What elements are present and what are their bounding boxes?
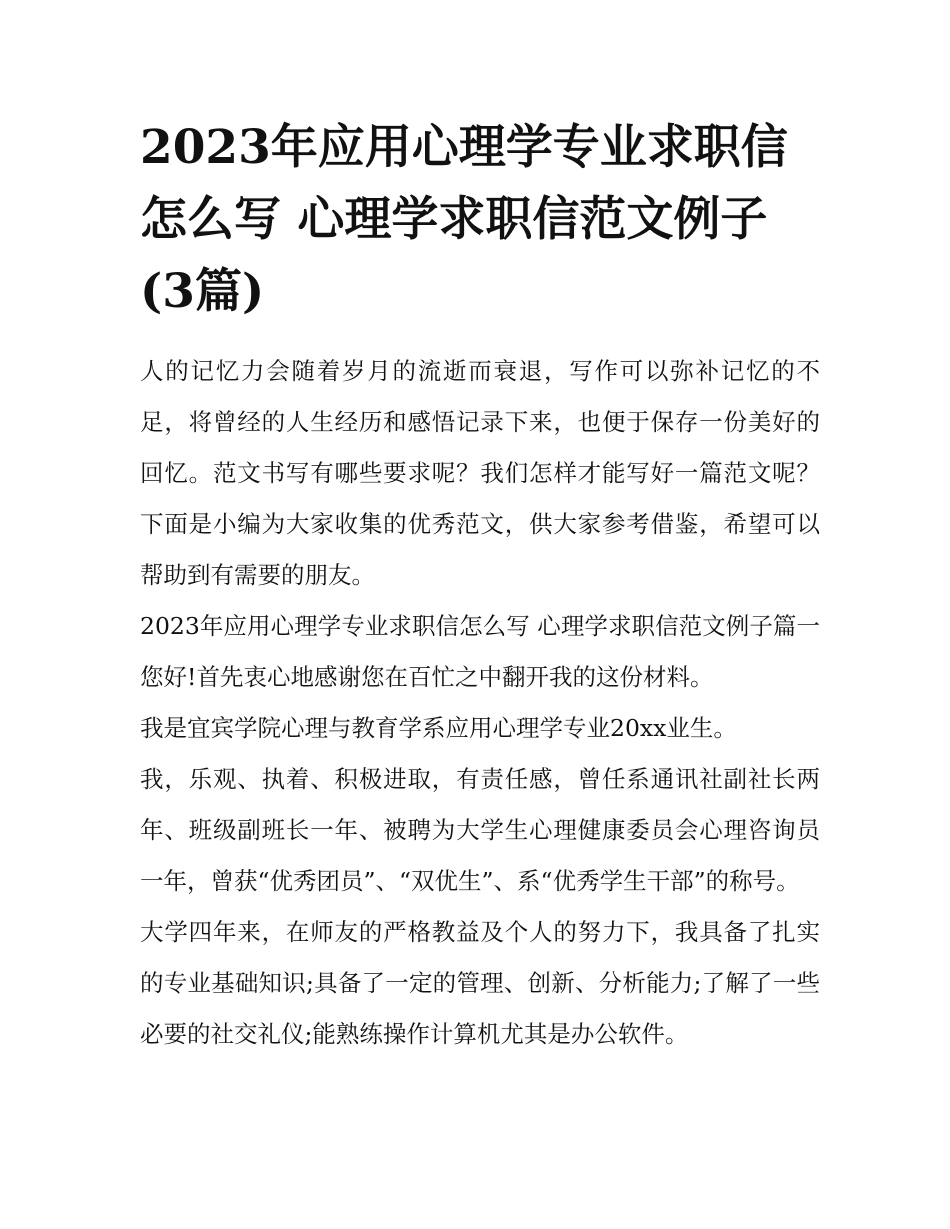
document-title: 2023年应用心理学专业求职信怎么写 心理学求职信范文例子(3篇): [140, 120, 788, 319]
document-page: [140, 112, 820, 1060]
intro-paragraph: 人的记忆力会随着岁月的流逝而衰退，写作可以弥补记忆的不足，将曾经的人生经历和感悟记录下来，也便于保存一份美好的回忆。范文书写有哪些要求呢？我们怎样才能写好一篇范文呢？下面是小编为大家收集的优秀范文，供大家参考借鉴，希望可以帮助到有需要的朋友。: [140, 357, 820, 589]
body-paragraph: 大学四年来，在师友的严格教益及个人的努力下，我具备了扎实的专业基础知识;具备了一定的管理、创新、分析能力;了解了一些必要的社交礼仪;能熟练操作计算机尤其是办公软件。: [140, 918, 820, 1048]
body-paragraph: 我是宜宾学院心理与教育学系应用心理学专业20xx业生。: [140, 714, 737, 742]
body-paragraph: 2023年应用心理学专业求职信怎么写 心理学求职信范文例子篇一 您好!首先衷心地感谢您在百忙之中翻开我的这份材料。: [140, 612, 820, 691]
body-paragraph: 我，乐观、执着、积极进取，有责任感，曾任系通讯社副社长两年、班级副班长一年、被聘为大学生心理健康委员会心理咨询员一年，曾获“优秀团员”、“双优生”、系“优秀学生干部”的称号。: [140, 765, 820, 895]
